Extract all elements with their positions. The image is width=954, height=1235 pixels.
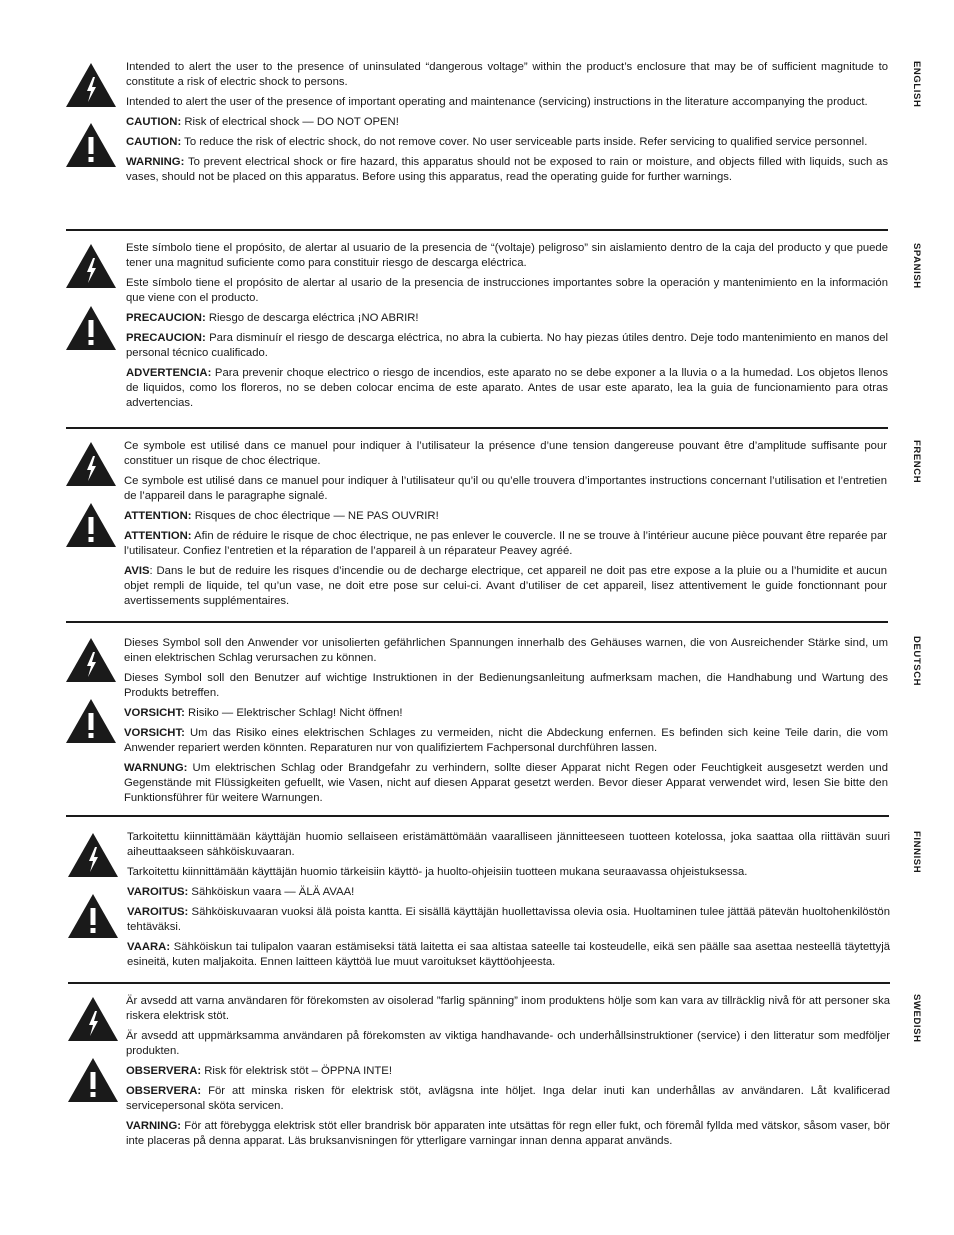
caution-text: Risiko — Elektrischer Schlag! Nicht öffnen! <box>184 707 403 719</box>
shock-symbol-paragraph: Ce symbole est utilisé dans ce manuel pour indiquer à l’utilisateur la présence d’une tension dangereuse pouvant être d’amplitude suffisante pour constituer un risque de choc électrique. <box>124 440 887 467</box>
caution-open-paragraph <box>126 115 888 130</box>
caution-label: PRECAUCION: <box>126 332 206 344</box>
lightning-bolt-warning-icon <box>66 244 116 288</box>
caution-label: VORSICHT: <box>124 727 185 739</box>
warning-paragraph <box>126 155 888 185</box>
warning-label: WARNING: <box>126 156 185 168</box>
caution-label: PRECAUCION: <box>126 312 206 324</box>
caution-text: Um das Risiko eines elektrischen Schlages zu vermeiden, nicht die Abdeckung enfernen. Es befinden sich keine Teile darin, die vom Anwender repariert werden könnten. Reparaturen nur von qualifiziertem Fachpersonal durchführen lassen. <box>124 727 888 754</box>
shock-symbol-paragraph: Dieses Symbol soll den Anwender vor unisolierten gefährlichen Spannungen innerhalb des Gehäuses warnen, die von Ausreichender Stärke sind, um einen elektrischen Schlag verursachen zu können. <box>124 637 888 664</box>
language-label: SPANISH <box>911 243 922 289</box>
caution-label: ATTENTION: <box>124 530 192 542</box>
caution-text: För att minska risken för elektrisk stöt, avlägsna inte höljet. Inga delar inuti kan underhållas av användaren. Låt kvalificerad servicepersonal sköta servicen. <box>126 1085 890 1112</box>
warning-text: Um elektrischen Schlag oder Brandgefahr zu verhindern, sollte dieser Apparat nicht Regen oder Feuchtigkeit ausgesetzt werden und Gegenstände mit Flüssigkeiten gefuellt, wie Vasen, nicht auf diesen Apparat gesetzt werden. Bevor dieser Apparat verwendet wird, lesen Sie bitte den Funktionsführer für weitere Warnungen. <box>124 762 888 804</box>
warning-text-block <box>126 241 888 416</box>
caution-text: To reduce the risk of electric shock, do not remove cover. No user serviceable parts inside. Refer servicing to qualified service personnel. <box>181 136 868 148</box>
caution-cover-paragraph <box>126 1084 890 1114</box>
exclamation-warning-icon <box>68 1058 118 1102</box>
caution-label: ATTENTION: <box>124 510 192 522</box>
caution-open-paragraph <box>124 509 887 524</box>
instructions-symbol-paragraph: Är avsedd att uppmärksamma användaren på förekomsten av viktiga handhavande- och underhållsinstruktioner (service) i den litteratur som medföljer produkten. <box>126 1030 890 1057</box>
caution-label: CAUTION: <box>126 116 182 128</box>
instructions-symbol-paragraph: Tarkoitettu kiinnittämään käyttäjän huomio tärkeisiin käyttö- ja huolto-ohjeisiin tuotteen mukana seuraavassa ohjeistuksessa. <box>127 866 748 878</box>
caution-cover-paragraph <box>126 135 888 150</box>
warning-paragraph <box>126 366 888 411</box>
instructions-symbol-paragraph: Ce symbole est utilisé dans ce manuel pour indiquer à l’utilisateur qu’il ou qu’elle trouvera d’importantes instructions concernant l’utilisation et l’entretien de l’appareil dans le paragraphe signalé. <box>124 475 887 502</box>
caution-label: OBSERVERA: <box>126 1065 202 1077</box>
warning-paragraph <box>124 564 887 609</box>
caution-cover-paragraph <box>126 331 888 361</box>
instructions-symbol-paragraph: Dieses Symbol soll den Benutzer auf wichtige Instruktionen in der Bedienungsanleitung aufmerksam machen, die Handhabung und Wartung des Produkts betreffen. <box>124 672 888 699</box>
warning-label: VARNING: <box>126 1120 182 1132</box>
warning-text-block <box>124 636 888 811</box>
caution-text: Afin de réduire le risque de choc électrique, ne pas enlever le couvercle. Il ne se trouve à l’intérieur aucune pièce pouvant être reparée par l’utilisateur. Confiez l’entretien et la réparation de l’appareil à un réparateur Peavey agréé. <box>124 530 887 557</box>
caution-label: VORSICHT: <box>124 707 185 719</box>
language-label: DEUTSCH <box>911 636 922 687</box>
section-divider <box>68 982 890 984</box>
lightning-bolt-warning-icon <box>66 638 116 682</box>
exclamation-warning-icon <box>66 503 116 547</box>
exclamation-warning-icon <box>66 123 116 167</box>
caution-cover-paragraph <box>124 529 887 559</box>
caution-open-paragraph <box>124 706 888 721</box>
lightning-bolt-warning-icon <box>66 63 116 107</box>
caution-cover-paragraph <box>127 905 890 935</box>
caution-label: VAROITUS: <box>127 906 189 918</box>
warning-text-block <box>126 994 890 1154</box>
caution-cover-paragraph <box>124 726 888 756</box>
caution-open-paragraph <box>126 1064 890 1079</box>
caution-text: Risk för elektrisk stöt – ÖPPNA INTE! <box>201 1065 392 1077</box>
warning-paragraph <box>127 940 890 970</box>
warning-text: To prevent electrical shock or fire hazard, this apparatus should not be exposed to rain or moisture, and objects filled with liquids, such as vases, should not be placed on this apparatus. Before using this apparatus, read the operating guide for further warnings. <box>126 156 888 183</box>
instructions-symbol-paragraph: Intended to alert the user of the presence of important operating and maintenance (servicing) instructions in the literature accompanying the product. <box>126 96 868 108</box>
section-divider <box>66 621 888 623</box>
language-label: ENGLISH <box>911 61 922 108</box>
shock-symbol-paragraph: Är avsedd att varna användaren för förekomsten av oisolerad ”farlig spänning” inom produktens hölje som kan vara av tillräcklig nivå för att personer ska riskera elektrisk stöt. <box>126 995 890 1022</box>
warning-paragraph <box>126 1119 890 1149</box>
warning-label: AVIS <box>124 565 150 577</box>
instructions-symbol-paragraph: Este símbolo tiene el propósito de alertar al usario de la presencia de instrucciones importantes sobre la operación y mantenimiento en la información que viene con el producto. <box>126 277 888 304</box>
caution-text: Sähköiskuvaaran vuoksi älä poista kantta. Ei sisällä käyttäjän huollettavissa olevia osia. Huoltaminen tulee jättää pätevän huoltohenkilöstön tehtäväksi. <box>127 906 890 933</box>
section-divider <box>66 229 888 231</box>
section-divider <box>66 427 888 429</box>
warning-text: Sähköiskun tai tulipalon vaaran estämiseksi tätä laitetta ei saa altistaa sateelle tai kosteudelle, eikä sen päälle saa asettaa nesteellä täytettyjä esineitä, kuten maljakoita. Ennen laitteen käyttöä lue muut varoitukset käyttöohjeesta. <box>127 941 890 968</box>
caution-text: Sähköiskun vaara — ÄLÄ AVAA! <box>188 886 355 898</box>
caution-label: OBSERVERA: <box>126 1085 202 1097</box>
exclamation-warning-icon <box>66 306 116 350</box>
exclamation-warning-icon <box>66 699 116 743</box>
language-label: FINNISH <box>911 831 922 874</box>
warning-paragraph <box>124 761 888 806</box>
caution-text: Risques de choc électrique — NE PAS OUVRIR! <box>191 510 439 522</box>
caution-label: VAROITUS: <box>127 886 189 898</box>
language-label: FRENCH <box>911 440 922 484</box>
caution-text: Riesgo de descarga eléctrica ¡NO ABRIR! <box>205 312 419 324</box>
warning-text: Para prevenir choque electrico o riesgo de incendios, este aparato no se debe exponer a la lluvia o a la humedad. Los objetos llenos de liquidos, como los floreros, no se deben colocar encima de este aparato. Antes de usar este aparato, lea la guia de funcionamiento para otras advertencias. <box>126 367 888 409</box>
caution-open-paragraph <box>127 885 890 900</box>
lightning-bolt-warning-icon <box>66 442 116 486</box>
lightning-bolt-warning-icon <box>68 833 118 877</box>
warning-text-block <box>126 60 888 190</box>
shock-symbol-paragraph: Tarkoitettu kiinnittämään käyttäjän huomio sellaiseen eristämättömään vaaralliseen jännitteeseen tuotteen kotelossa, joka saattaa olla riittävän suuri aiheuttaakseen sähköiskuvaaran. <box>127 831 890 858</box>
warning-label: WARNUNG: <box>124 762 188 774</box>
lightning-bolt-warning-icon <box>68 997 118 1041</box>
caution-open-paragraph <box>126 311 888 326</box>
caution-text: Para disminuír el riesgo de descarga eléctrica, no abra la cubierta. No hay piezas útiles dentro. Deje todo mantenimiento en manos del personal técnico cualificado. <box>126 332 888 359</box>
exclamation-warning-icon <box>68 894 118 938</box>
section-divider <box>66 815 889 817</box>
warning-text: För att förebygga elektrisk stöt eller brandrisk bör apparaten inte utsättas för regn eller fukt, och föremål fyllda med vätskor, såsom vaser, bör inte placeras på denna apparat. Läs bruksanvisningen för ytterligare varningar innan denna apparat används. <box>126 1120 890 1147</box>
shock-symbol-paragraph: Este símbolo tiene el propósito, de alertar al usuario de la presencia de “(voltaje) peligroso” sin aislamiento dentro de la caja del producto y que puede tener una magnitud suficiente como para constituir riesgo de descarga eléctrica. <box>126 242 888 269</box>
language-label: SWEDISH <box>911 994 922 1043</box>
warning-label: VAARA: <box>127 941 171 953</box>
warning-label: ADVERTENCIA: <box>126 367 212 379</box>
warning-text-block <box>124 439 887 614</box>
caution-label: CAUTION: <box>126 136 182 148</box>
warning-text-block <box>127 830 890 975</box>
warning-text: : Dans le but de reduire les risques d’incendie ou de decharge electrique, cet appareil ne doit pas etre expose a la pluie ou a l’humidite et aucun objet rempli de liquide, tel qu’un vase, ne doit etre pose sur celui-ci. Avant d’utiliser de cet appareil, lisez attentivement le guide fonctionnant pour avertissements supplémentaires. <box>124 565 887 607</box>
shock-symbol-paragraph: Intended to alert the user to the presence of uninsulated “dangerous voltage” within the product’s enclosure that may be of sufficient magnitude to constitute a risk of electric shock to persons. <box>126 61 888 88</box>
caution-text: Risk of electrical shock — DO NOT OPEN! <box>181 116 399 128</box>
